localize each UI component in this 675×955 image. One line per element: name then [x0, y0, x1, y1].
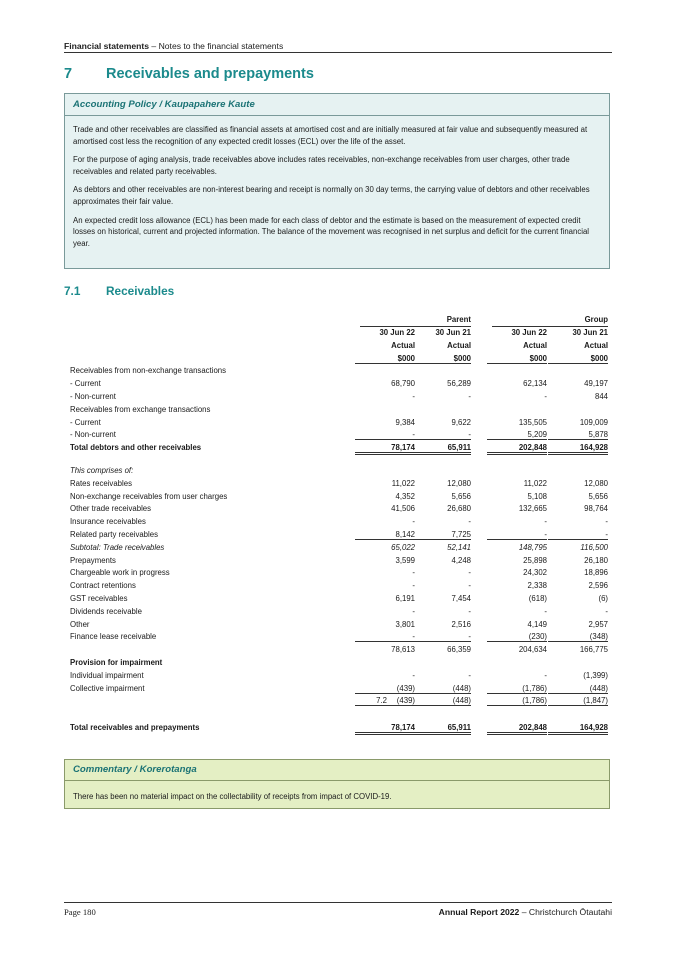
table-cell: -	[487, 530, 547, 540]
column-header: $000	[548, 354, 608, 364]
table-group-header	[64, 314, 612, 327]
table-cell: -	[468, 581, 471, 591]
table-cell: 11,022	[391, 478, 415, 488]
table-cell: 5,878	[548, 430, 608, 440]
table-row	[64, 606, 612, 619]
table-row	[64, 657, 612, 670]
row-label: Individual impairment	[70, 670, 144, 680]
row-label: - Non-current	[70, 430, 116, 440]
table-row	[64, 593, 612, 606]
table-cell: -	[468, 517, 471, 527]
table-cell: 9,622	[451, 417, 471, 427]
column-header: $000	[487, 354, 547, 364]
table-cell: 12,080	[447, 478, 471, 488]
table-cell: 62,134	[523, 379, 547, 389]
row-label: Finance lease receivable	[70, 632, 157, 642]
table-cell: -	[412, 517, 415, 527]
table-cell: -	[468, 391, 471, 401]
row-spacer	[64, 708, 612, 722]
table-header-units	[64, 353, 612, 366]
policy-paragraph: For the purpose of aging analysis, trade receivables above includes rates receivables, non-exchange receivables from user charges, other trade receivables and related party receivables.	[73, 155, 570, 176]
row-label: This comprises of:	[70, 465, 134, 475]
table-row	[64, 695, 612, 708]
table-cell: 65,911	[411, 723, 471, 735]
row-label: Subtotal: Trade receivables	[70, 542, 165, 552]
table-cell: 2,957	[588, 619, 608, 629]
row-label: Chargeable work in progress	[70, 568, 170, 578]
table-cell: 844	[594, 391, 608, 401]
table-row	[64, 503, 612, 516]
subsection-number: 7.1	[64, 284, 81, 298]
row-note-ref: 7.2	[376, 696, 387, 706]
table-cell: -	[412, 670, 415, 680]
table-cell: 9,384	[395, 417, 415, 427]
row-label: Total receivables and prepayments	[70, 723, 200, 733]
table-row	[64, 478, 612, 491]
row-label: - Non-current	[70, 391, 116, 401]
table-cell: (230)	[487, 632, 547, 642]
table-cell: 6,191	[395, 593, 415, 603]
table-cell: 12,080	[584, 478, 608, 488]
table-cell: 2,338	[527, 581, 547, 591]
table-row	[64, 365, 612, 378]
table-row	[64, 567, 612, 580]
table-cell: 202,848	[487, 443, 547, 455]
row-label: - Current	[70, 379, 101, 389]
receivables-table	[64, 314, 612, 735]
table-cell: 8,142	[355, 530, 415, 540]
table-row	[64, 516, 612, 529]
table-cell: 26,180	[584, 555, 608, 565]
table-cell: -	[412, 568, 415, 578]
table-cell: 2,596	[588, 581, 608, 591]
table-cell: -	[411, 430, 471, 440]
row-label: Receivables from non-exchange transactions	[70, 366, 227, 376]
row-label: Prepayments	[70, 555, 116, 565]
group-label-parent: Parent	[446, 315, 471, 324]
table-cell: 25,898	[523, 555, 547, 565]
table-row	[64, 529, 612, 542]
table-row	[64, 442, 612, 455]
row-label: Insurance receivables	[70, 517, 146, 527]
table-cell: -	[605, 606, 608, 616]
table-cell: 24,302	[523, 568, 547, 578]
table-cell: 18,896	[584, 568, 608, 578]
commentary-title: Commentary / Korerotanga	[65, 764, 609, 781]
table-cell: (1,399)	[583, 670, 608, 680]
table-cell: 78,613	[391, 645, 415, 655]
table-cell: -	[468, 568, 471, 578]
table-cell: 78,174	[355, 443, 415, 455]
table-row	[64, 631, 612, 644]
table-row	[64, 683, 612, 696]
row-label: Rates receivables	[70, 478, 132, 488]
table-cell: 164,928	[548, 723, 608, 735]
table-cell: (1,847)	[548, 696, 608, 706]
table-cell: 78,174	[355, 723, 415, 735]
footer-report-title	[439, 907, 612, 917]
table-row	[64, 391, 612, 404]
page-number: Page 180	[64, 907, 96, 917]
table-row	[64, 417, 612, 430]
row-label: Contract retentions	[70, 581, 136, 591]
table-cell: -	[548, 530, 608, 540]
table-cell: -	[468, 606, 471, 616]
report-city: – Christchurch Ōtautahi	[519, 907, 612, 917]
table-cell: (348)	[548, 632, 608, 642]
policy-paragraph: As debtors and other receivables are non-interest bearing and receipt is normally on 30 day terms, the carrying value of debtors and other receivables approximates their fair value.	[73, 185, 590, 206]
accounting-policy-box	[64, 93, 610, 269]
table-cell: -	[468, 670, 471, 680]
table-cell: -	[411, 632, 471, 642]
table-cell: -	[544, 670, 547, 680]
table-cell: (1,786)	[487, 684, 547, 694]
table-cell: 4,149	[527, 619, 547, 629]
column-header: 30 Jun 22	[511, 328, 547, 337]
subsection-heading	[64, 284, 174, 298]
table-cell: 3,801	[395, 619, 415, 629]
table-cell: 5,656	[451, 491, 471, 501]
table-cell: 135,505	[518, 417, 547, 427]
row-spacer	[64, 455, 612, 465]
table-cell: (439)	[355, 696, 415, 706]
table-row	[64, 644, 612, 657]
column-header: Actual	[391, 340, 415, 350]
table-cell: 109,009	[579, 417, 608, 427]
table-cell: -	[355, 632, 415, 642]
header-subtitle: – Notes to the financial statements	[149, 41, 284, 51]
column-header: 30 Jun 21	[572, 328, 608, 337]
table-cell: 98,764	[584, 504, 608, 514]
table-row	[64, 542, 612, 555]
table-cell: 7,454	[451, 593, 471, 603]
table-cell: -	[355, 430, 415, 440]
row-label: Provision for impairment	[70, 657, 163, 667]
table-cell: (448)	[411, 684, 471, 694]
column-header: Actual	[447, 340, 471, 350]
column-header: $000	[355, 354, 415, 364]
table-cell: 7,725	[411, 530, 471, 540]
table-cell: 204,634	[518, 645, 547, 655]
table-cell: (1,786)	[487, 696, 547, 706]
column-header: 30 Jun 21	[435, 328, 471, 337]
table-cell: 3,599	[395, 555, 415, 565]
row-label: Other trade receivables	[70, 504, 152, 514]
row-label: Non-exchange receivables from user charges	[70, 491, 228, 501]
policy-paragraph: Trade and other receivables are classified as financial assets at amortised cost and are initially measured at fair value and subsequently measured at amortised cost less the recognition of any expected credit losses (ECL) over the life of the asset.	[73, 125, 588, 146]
table-row	[64, 555, 612, 568]
table-cell: 52,141	[447, 542, 471, 552]
table-cell: 4,248	[451, 555, 471, 565]
running-header	[64, 41, 283, 51]
column-header: $000	[411, 354, 471, 364]
table-row	[64, 465, 612, 478]
table-cell: 166,775	[579, 645, 608, 655]
row-label: GST receivables	[70, 593, 128, 603]
commentary-box	[64, 759, 610, 809]
row-label: Receivables from exchange transactions	[70, 404, 211, 414]
table-row	[64, 491, 612, 504]
table-cell: 68,790	[391, 379, 415, 389]
row-label: Total debtors and other receivables	[70, 443, 202, 453]
table-cell: 148,795	[518, 542, 547, 552]
policy-paragraph: An expected credit loss allowance (ECL) has been made for each class of debtor and the estimate is based on the measurement of expected credit losses on historical, current and projected information. The balance of the movement was recognised in net surplus and deficit for the current financial year.	[73, 215, 590, 248]
table-cell: 5,209	[487, 430, 547, 440]
table-cell: 5,656	[588, 491, 608, 501]
column-header: 30 Jun 22	[379, 328, 415, 337]
table-cell: -	[605, 517, 608, 527]
group-label-group: Group	[584, 315, 608, 324]
header-divider	[64, 52, 612, 53]
table-row	[64, 378, 612, 391]
row-label: Collective impairment	[70, 683, 145, 693]
table-cell: 202,848	[487, 723, 547, 735]
table-cell: -	[412, 391, 415, 401]
footer-divider	[64, 902, 612, 903]
table-row	[64, 619, 612, 632]
table-cell: (439)	[355, 684, 415, 694]
header-section-name: Financial statements	[64, 41, 150, 51]
row-label: - Current	[70, 417, 101, 427]
section-number: 7	[64, 66, 73, 82]
table-row	[64, 429, 612, 442]
table-cell: 5,108	[527, 491, 547, 501]
table-header-dates	[64, 327, 612, 340]
table-cell: 56,289	[447, 379, 471, 389]
table-cell: 65,022	[391, 542, 415, 552]
subsection-title: Receivables	[106, 284, 175, 298]
table-cell: 26,680	[447, 504, 471, 514]
table-cell: 132,665	[518, 504, 547, 514]
table-cell: 41,506	[391, 504, 415, 514]
table-cell: 164,928	[548, 443, 608, 455]
table-cell: (448)	[548, 684, 608, 694]
table-header-actual	[64, 340, 612, 353]
table-cell: 11,022	[523, 478, 547, 488]
table-cell: (618)	[528, 593, 547, 603]
table-cell: 66,359	[447, 645, 471, 655]
table-cell: -	[544, 391, 547, 401]
table-cell: -	[412, 606, 415, 616]
table-cell: 2,516	[451, 619, 471, 629]
section-title: Receivables and prepayments	[106, 66, 314, 82]
row-label: Related party receivables	[70, 529, 158, 539]
table-row	[64, 670, 612, 683]
table-cell: (448)	[411, 696, 471, 706]
table-cell: -	[412, 581, 415, 591]
table-cell: 65,911	[411, 443, 471, 455]
row-label: Dividends receivable	[70, 606, 142, 616]
row-label: Other	[70, 619, 90, 629]
section-heading	[64, 66, 314, 82]
table-cell: (6)	[598, 593, 608, 603]
table-cell: 116,500	[580, 542, 608, 552]
policy-title: Accounting Policy / Kaupapahere Kaute	[65, 99, 609, 116]
table-row	[64, 580, 612, 593]
table-body	[64, 365, 612, 735]
table-cell: 49,197	[584, 379, 608, 389]
table-cell: -	[544, 606, 547, 616]
report-name: Annual Report 2022	[438, 907, 520, 917]
column-header: Actual	[523, 340, 547, 350]
column-header: Actual	[584, 340, 608, 350]
table-cell: 4,352	[395, 491, 415, 501]
commentary-text: There has been no material impact on the collectability of receipts from impact of COVID-19.	[73, 792, 392, 801]
table-row	[64, 722, 612, 735]
table-row	[64, 404, 612, 417]
table-cell: -	[544, 517, 547, 527]
